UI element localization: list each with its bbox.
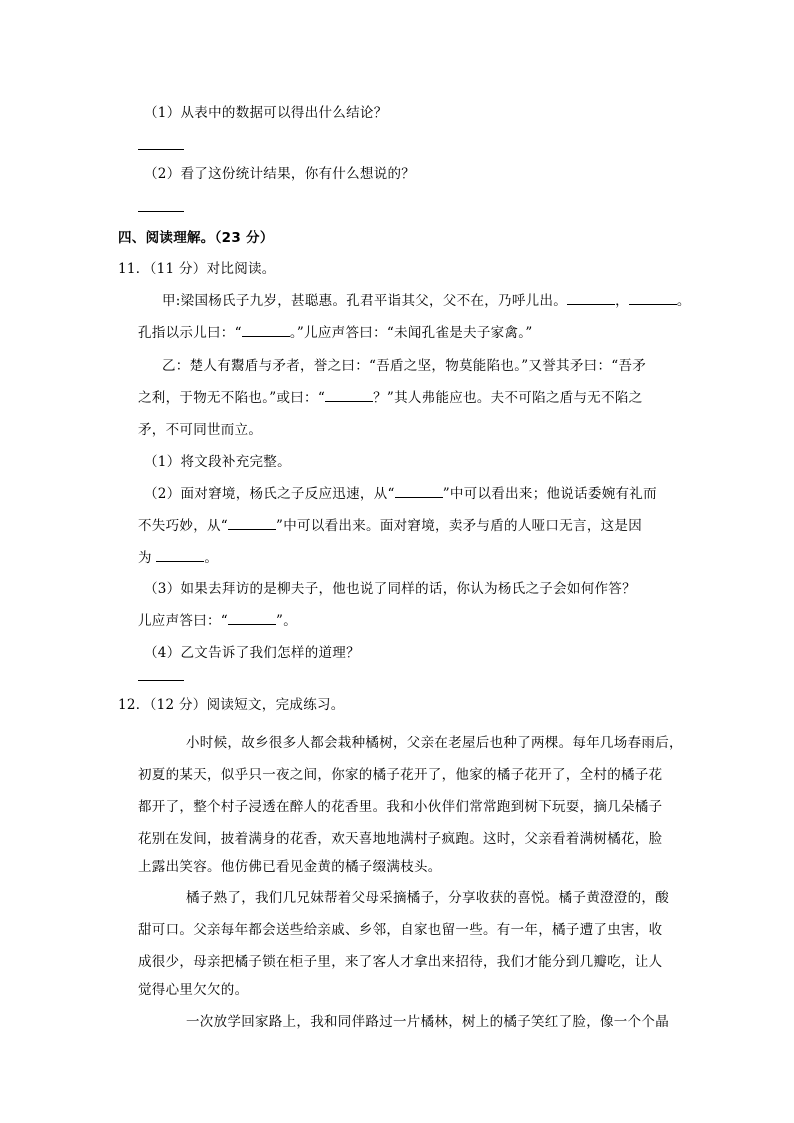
sub-question-2-line-1: （2）面对窘境，杨氏之子反应迅速，从“ ”中可以看出来；他说话委婉有礼而 — [144, 486, 657, 502]
sub-question-3: （3）如果去拜访的是柳夫子，他也说了同样的话，你认为杨氏之子会如何作答？ — [144, 581, 636, 597]
answer-line-1[interactable] — [138, 149, 184, 150]
passage-jia-line-1: 甲:梁国杨氏子九岁，甚聪惠。孔君平诣其父，父不在，乃呼儿出。 ， 。 — [162, 293, 691, 309]
sub-question-3-answer: 儿应声答曰：“ ”。 — [138, 613, 298, 629]
question-12-title: 12．（12 分）阅读短文，完成练习。 — [118, 697, 345, 713]
article-para-1-line-1: 小时候，故乡很多人都会栽种橘树，父亲在老屋后也种了两棵。每年几场春雨后， — [186, 735, 683, 751]
blank-jia-2[interactable] — [629, 291, 677, 305]
blank-s2-3[interactable] — [156, 548, 204, 562]
article-para-2-line-1: 橘子熟了，我们几兄妹帮着父母采摘橘子，分享收获的喜悦。橘子黄澄澄的，酸 — [186, 890, 669, 906]
passage-yi-line-3: 矛，不可同世而立。 — [138, 422, 263, 438]
article-para-3-line-1: 一次放学回家路上，我和同伴路过一片橘林，树上的橘子笑红了脸，像一个个晶 — [186, 1014, 669, 1030]
blank-jia-1[interactable] — [567, 291, 615, 305]
sub-question-2-line-2: 不失巧妙，从“ ”中可以看出来。面对窘境，卖矛与盾的人哑口无言，这是因 — [138, 518, 643, 534]
question-2-prompt: （2）看了这份统计结果，你有什么想说的？ — [144, 166, 416, 182]
sub-question-1: （1）将文段补充完整。 — [144, 454, 291, 470]
article-para-1-line-2: 初夏的某天，似乎只一夜之间，你家的橘子花开了，他家的橘子花开了，全村的橘子花 — [138, 767, 663, 783]
passage-jia-line-2: 孔指以示儿曰：“ 。”儿应声答曰：“未闻孔雀是夫子家禽。” — [138, 325, 533, 341]
sub-question-2-line-3: 为 。 — [138, 550, 219, 566]
article-para-1-line-4: 花别在发间，披着满身的花香，欢天喜地地满村子疯跑。这时，父亲看着满树橘花，脸 — [138, 831, 663, 847]
article-para-1-line-5: 上露出笑容。他仿佛已看见金黄的橘子缀满枝头。 — [138, 859, 442, 875]
article-para-1-line-3: 都开了，整个村子浸透在醉人的花香里。我和小伙伴们常常跑到树下玩耍，摘几朵橘子 — [138, 799, 663, 815]
section-heading: 四、阅读理解。（23 分） — [118, 230, 274, 246]
passage-yi-line-1: 乙：楚人有鬻盾与矛者，誉之曰：“吾盾之坚，物莫能陷也。”又誉其矛曰：“吾矛 — [162, 358, 647, 374]
blank-s3[interactable] — [228, 611, 276, 625]
article-para-2-line-2: 甜可口。父亲每年都会送些给亲戚、乡邻，自家也留一些。有一年，橘子遭了虫害，收 — [138, 922, 663, 938]
article-para-2-line-4: 觉得心里欠欠的。 — [138, 982, 249, 998]
answer-line-2[interactable] — [138, 211, 184, 212]
sub-question-4: （4）乙文告诉了我们怎样的道理？ — [144, 645, 360, 661]
answer-line-s4[interactable] — [138, 680, 184, 681]
blank-s2-1[interactable] — [395, 484, 443, 498]
blank-jia-3[interactable] — [242, 323, 290, 337]
blank-yi-1[interactable] — [325, 388, 373, 402]
question-11-title: 11．（11 分）对比阅读。 — [118, 261, 276, 277]
question-1-prompt: （1）从表中的数据可以得出什么结论？ — [144, 105, 388, 121]
article-para-2-line-3: 成很少，母亲把橘子锁在柜子里，来了客人才拿出来招待，我们才能分到几瓣吃，让人 — [138, 954, 663, 970]
passage-yi-line-2: 之利，于物无不陷也。”或曰：“ ？”其人弗能应也。夫不可陷之盾与无不陷之 — [138, 390, 643, 406]
blank-s2-2[interactable] — [228, 516, 276, 530]
